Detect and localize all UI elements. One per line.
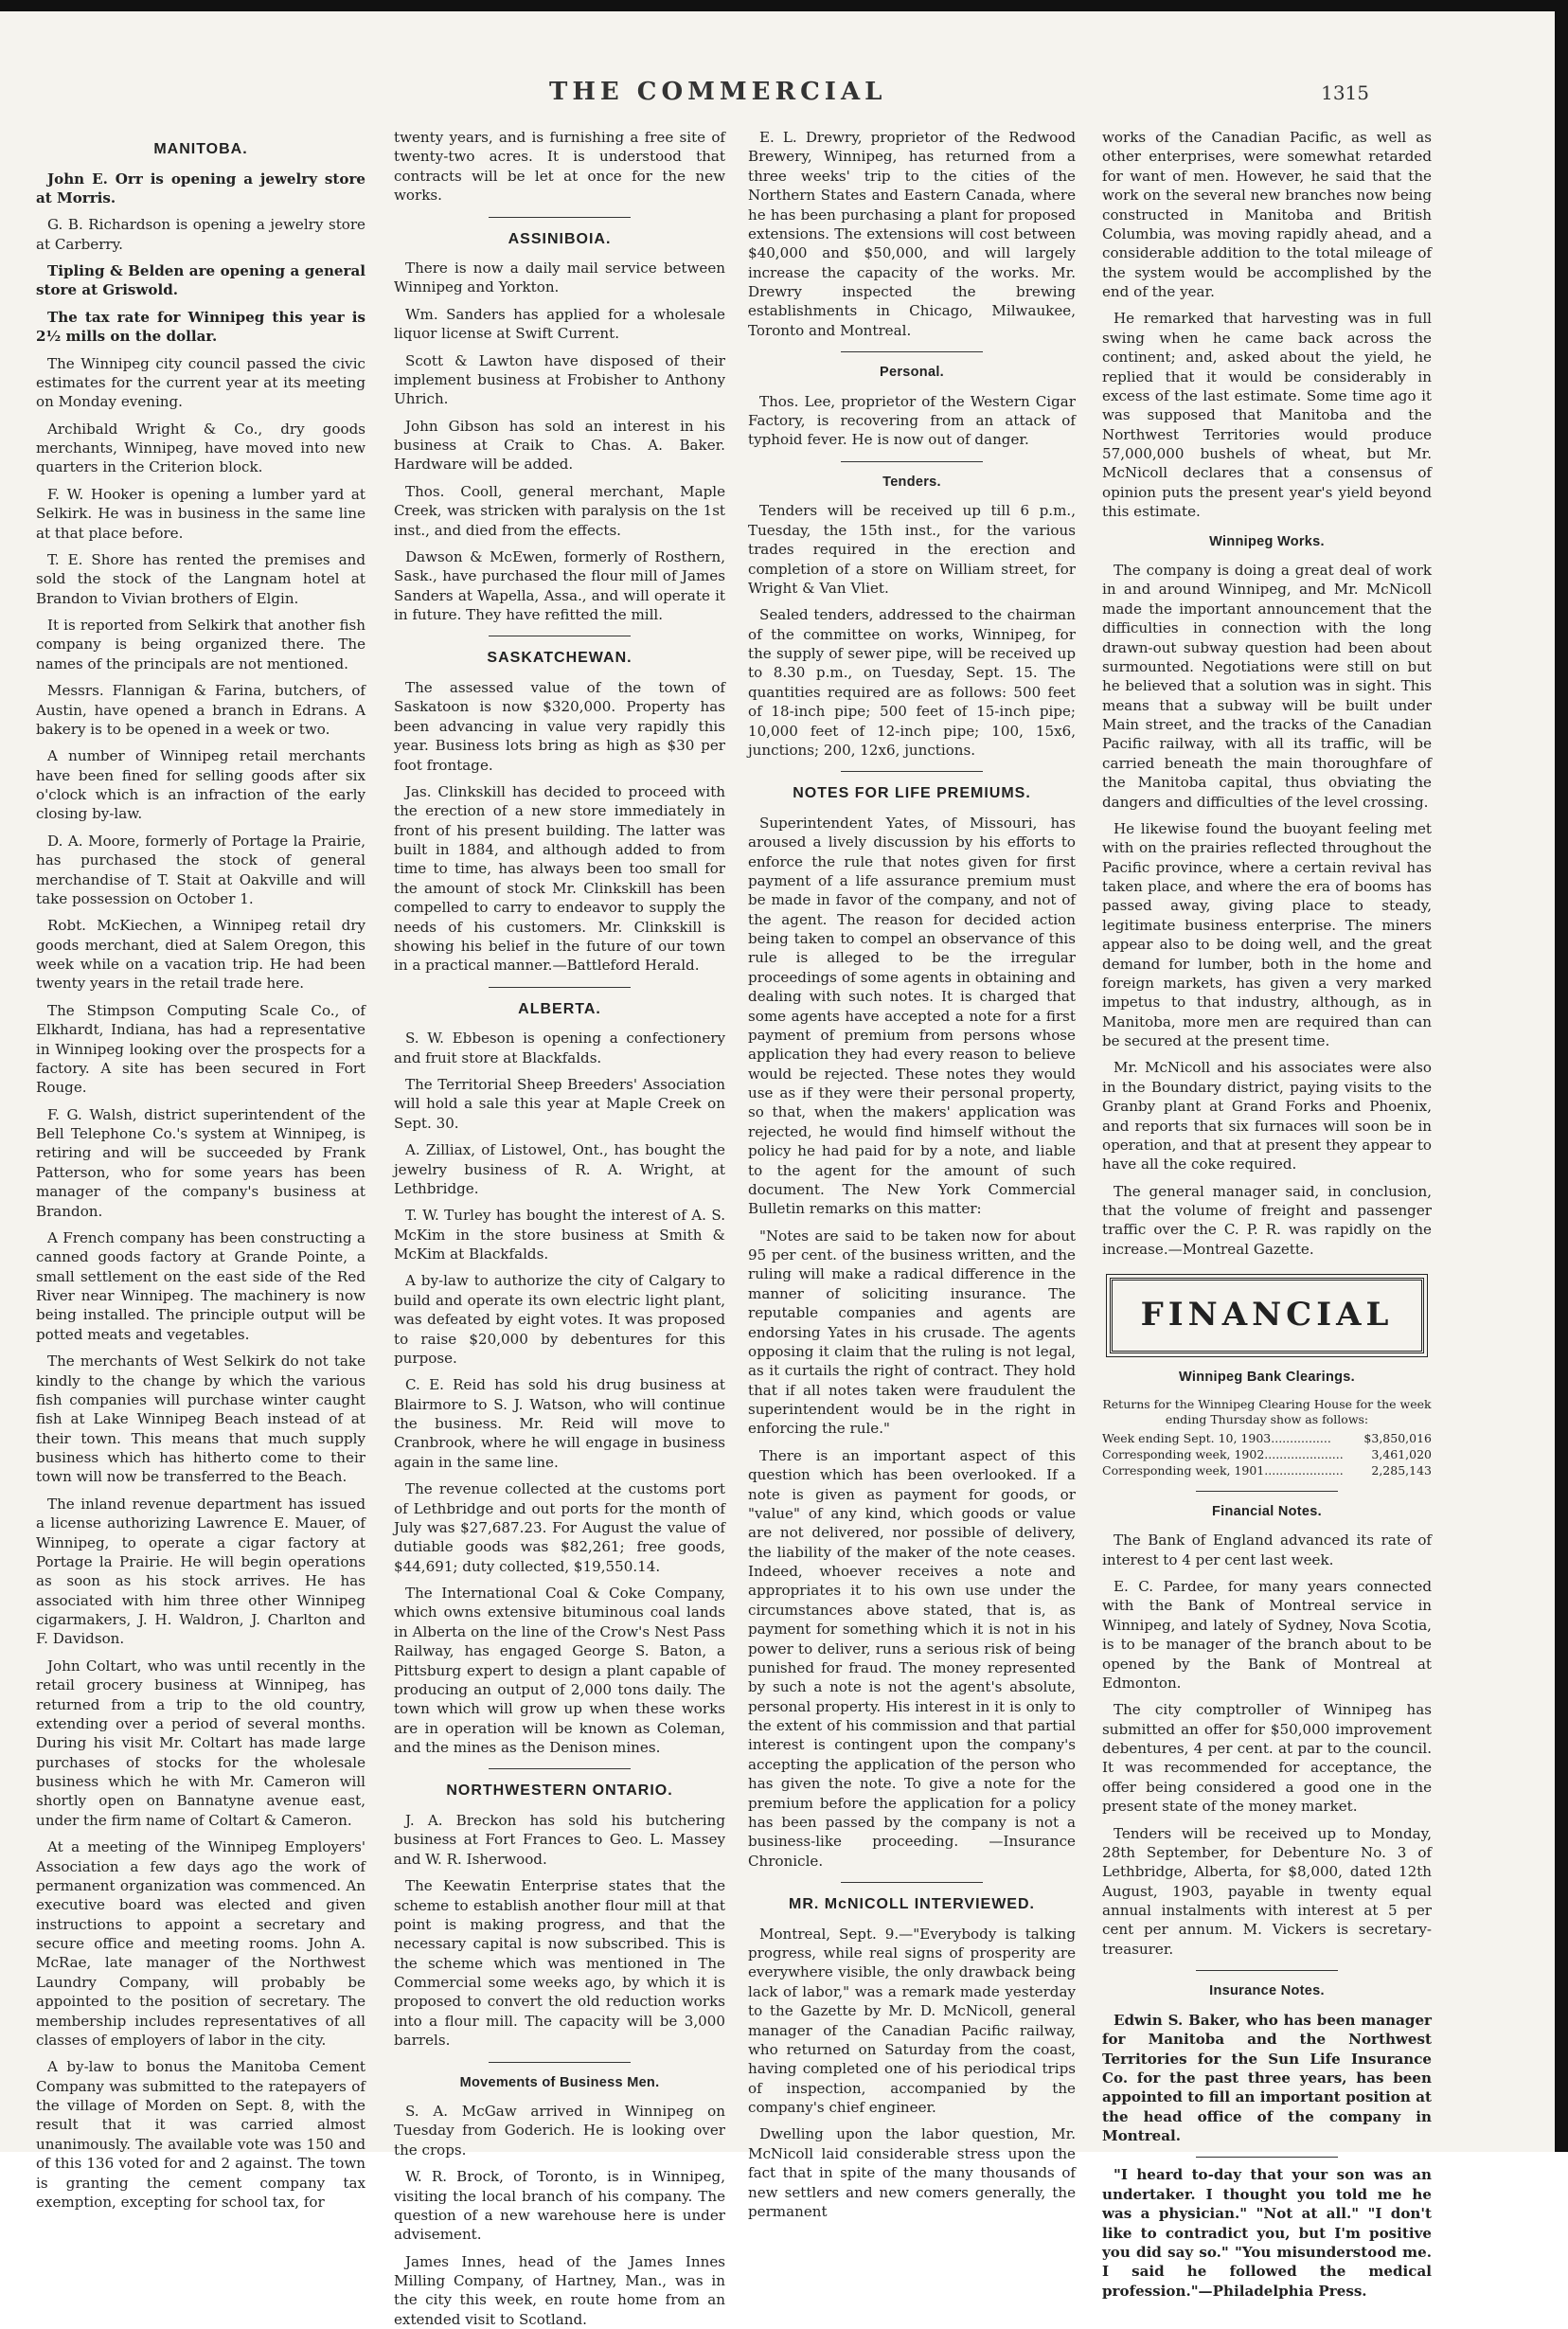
news-item: John E. Orr is opening a jewelry store at Morris. xyxy=(36,170,365,206)
news-item: D. A. Moore, formerly of Portage la Prairie, has purchased the stock of general merchandise of T. Stait at Oakville and will take possession on October 1. xyxy=(36,832,365,907)
news-item: Messrs. Flannigan & Farina, butchers, of Austin, have opened a branch in Edrans. A bakery is to be opened in a week or two. xyxy=(36,682,365,738)
news-item: F. G. Walsh, district superintendent of the Bell Telephone Co.'s system at Winnipeg, is retiring and will be succeeded by Frank Patterson, who for some years has been manager of the company's business at Brandon. xyxy=(36,1105,365,1220)
clearings-amount: 2,285,143 xyxy=(1371,1462,1432,1478)
article-paragraph: Dwelling upon the labor question, Mr. McNicoll laid considerable stress upon the fact that in spite of the many thousands of new settlers and new comers generally, the permanent xyxy=(748,2125,1076,2220)
news-item-continued: twenty years, and is furnishing a free site of twenty-two acres. It is understood that contracts will be let at once for the new works. xyxy=(394,129,725,205)
section-rule xyxy=(489,1768,631,1769)
section-heading-saskatchewan: SASKATCHEWAN. xyxy=(487,650,633,667)
section-heading-assiniboia: ASSINIBOIA. xyxy=(508,230,612,247)
article-paragraph: works of the Canadian Pacific, as well as other enterprises, were somewhat retarded for want of men. However, he said that the work on the several new branches now being constructed in Manitoba and British Columbia, was moving rapidly ahead, and a considerable addition to the total mileage of the system would be accomplished by the end of the year. xyxy=(1102,129,1432,300)
news-item: John Gibson has sold an interest in his business at Craik to Chas. A. Baker. Hardware will be added. xyxy=(394,417,725,474)
news-item: The tax rate for Winnipeg this year is 2½ mills on the dollar. xyxy=(36,308,365,346)
section-rule xyxy=(489,2062,631,2063)
news-item: Jas. Clinkskill has decided to proceed with the erection of a new store immediately in front of his present building. The latter was built in 1884, and although added to from time to time, has always been too small for the amount of stock Mr. Clinkskill has been compelled to carry to endeavor to supply the needs of his customers. Mr. Clinkskill is showing his belief in the future of our town in a practical manner.—Battleford Herald. xyxy=(394,782,725,975)
clearings-label: Corresponding week, 1902..................... xyxy=(1102,1447,1344,1462)
article-paragraph: Montreal, Sept. 9.—"Everybody is talking progress, while real signs of prosperity are everywhere visible, the only drawback being lack of labor," was a remark made yesterday to the Gazette by Mr. D. McNicoll, general manager of the Canadian Pacific railway, who returned on Saturday from the coast, having completed one of his periodical trips of inspection, accompanied by the company's chief engineer. xyxy=(748,1925,1076,2117)
news-item: G. B. Richardson is opening a jewelry store at Carberry. xyxy=(36,216,365,253)
news-item: The International Coal & Coke Company, which owns extensive bituminous coal lands in Alberta on the line of the Crow's Nest Pass Railway, has engaged George S. Baton, a Pittsburg expert to design a plant capable of producing an output of 2,000 tons daily. The town which will grow up when these works are in operation will be known as Coleman, and the mines as the Denison mines. xyxy=(394,1585,725,1757)
section-rule xyxy=(1196,1491,1338,1492)
news-item: Wm. Sanders has applied for a wholesale liquor license at Swift Current. xyxy=(394,305,725,343)
news-item: A by-law to bonus the Manitoba Cement Company was submitted to the ratepayers of the village of Morden on Sept. 8, with the result that it was carried almost unanimously. The available vote was 150 and of this 136 voted for and 2 against. The town is granting the cement company tax exemption, excepting for school tax, for xyxy=(36,2058,365,2211)
news-item: W. R. Brock, of Toronto, is in Winnipeg, visiting the local branch of his company. The question of a new warehouse here is under advisement. xyxy=(394,2168,725,2244)
news-item: T. E. Shore has rented the premises and sold the stock of the Langnam hotel at Brandon to Vivian brothers of Elgin. xyxy=(36,550,365,607)
news-item: Robt. McKiechen, a Winnipeg retail dry goods merchant, died at Salem Oregon, this week while on a vacation trip. He had been twenty years in the retail trade here. xyxy=(36,917,365,993)
filler-joke: "I heard to-day that your son was an undertaker. I thought you told me he was a physician." "Not at all." "I don't like to contradict you, but I'm positive you did say so." "You misunderstood me. I said he followed the medical profession."—Philadelphia Press. xyxy=(1102,2166,1432,2300)
news-item: The Winnipeg city council passed the civic estimates for the current year at its meeting on Monday evening. xyxy=(36,354,365,411)
news-item: John Coltart, who was until recently in the retail grocery business at Winnipeg, has returned from a trip to the old country, extending over a period of several months. During his visit Mr. Coltart has made large purchases of stocks for the wholesale business which he with Mr. Cameron will shortly open on Bannatyne avenue east, under the firm name of Coltart & Cameron. xyxy=(36,1657,365,1829)
article-paragraph: He remarked that harvesting was in full swing when he came back across the continent; and, asked about the yield, he replied that it would be considerably in excess of the last estimate. Some time ago it was supposed that Manitoba and the Northwest Territories would produce 57,000,000 bushels of wheat, but Mr. McNicoll declares that a consensus of opinion puts the present year's yield beyond this estimate. xyxy=(1102,310,1432,521)
column-3 xyxy=(748,128,1076,2220)
section-rule xyxy=(489,217,631,218)
section-rule xyxy=(841,461,983,462)
news-item: E. L. Drewry, proprietor of the Redwood Brewery, Winnipeg, has returned from a three weeks' trip to the cities of the Northern States and Eastern Canada, where he has been purchasing a plant for proposed extensions. The extensions will cost between $40,000 and $50,000, and will largely increase the capacity of the works. Mr. Drewry inspected the brewing establishments in Chicago, Milwaukee, Toronto and Montreal. xyxy=(748,129,1076,339)
section-heading-bank-clearings: Winnipeg Bank Clearings. xyxy=(1179,1370,1355,1386)
table-row xyxy=(1102,1463,1432,1479)
financial-banner: FINANCIAL xyxy=(1110,1278,1424,1353)
news-item: The Bank of England advanced its rate of interest to 4 per cent last week. xyxy=(1102,1532,1432,1568)
news-item: The Keewatin Enterprise states that the scheme to establish another flour mill at that point is making progress, and that the necessary capital is now subscribed. This is the scheme which was mentioned in The Commercial some weeks ago, by which it is proposed to convert the old reduction works into a flour mill. The capacity will be 3,000 barrels. xyxy=(394,1877,725,2050)
section-heading-northwestern-ontario: NORTHWESTERN ONTARIO. xyxy=(446,1783,673,1800)
clearings-intro: Returns for the Winnipeg Clearing House for the week ending Thursday show as follows: xyxy=(1102,1396,1432,1426)
news-item: Edwin S. Baker, who has been manager for Manitoba and the Northwest Territories for the Sun Life Insurance Co. for the past three years, has been appointed to fill an important position at the head office of the company in Montreal. xyxy=(1102,2011,1432,2145)
news-item: A number of Winnipeg retail merchants have been fined for selling goods after six o'clock which is an infraction of the early closing by-law. xyxy=(36,747,365,823)
clearings-amount: $3,850,016 xyxy=(1363,1431,1432,1446)
news-item: A French company has been constructing a canned goods factory at Grande Pointe, a small settlement on the east side of the Red River near Winnipeg. The machinery is now being installed. The principle output will be potted meats and vegetables. xyxy=(36,1228,365,1343)
news-item: S. W. Ebbeson is opening a confectionery and fruit store at Blackfalds. xyxy=(394,1030,725,1066)
news-item: Thos. Lee, proprietor of the Western Cigar Factory, is recovering from an attack of typhoid fever. He is now out of danger. xyxy=(748,392,1076,449)
table-row xyxy=(1102,1447,1432,1463)
page-number: 1315 xyxy=(1321,81,1369,104)
news-item: Tenders will be received up to Monday, 28th September, for Debenture No. 3 of Lethbridge, Alberta, for $8,000, dated 12th August, 1903, payable in twenty equal annual instalments with interest at 5 per cent per annum. M. Vickers is secretary-treasurer. xyxy=(1102,1824,1432,1958)
news-item: At a meeting of the Winnipeg Employers' Association a few days ago the work of permanent organization was commenced. An executive board was elected and given instructions to appoint a secretary and secure office and meeting rooms. John A. McRae, late manager of the Northwest Laundry Company, will probably be appointed to the position of secretary. The membership includes representatives of all classes of employers of labor in the city. xyxy=(36,1838,365,2049)
article-paragraph: There is an important aspect of this question which has been overlooked. If a note is given as payment for goods, or "value" of any kind, which goods or value are not delivered, nor possible of delivery, the liability of the maker of the note ceases. Indeed, whoever receives a note and appropriates it to his own use under the circumstances above stated, that is, as payment for something which it is not in his power to deliver, runs a serious risk of being punished for fraud. The money represented by such a note is not the agent's absolute, personal property. His interest in it is only to the extent of his commission and that partial interest is contingent upon the company's accepting the application of the person who has given the note. To give a note for the premium before the application for a policy has been passed by the company is not a business-like proceeding. —Insurance Chronicle. xyxy=(748,1446,1076,1870)
section-rule xyxy=(841,1882,983,1883)
section-heading-movements: Movements of Business Men. xyxy=(459,2074,660,2090)
column-4 xyxy=(1102,128,1432,2300)
section-rule xyxy=(1196,2157,1338,2158)
section-heading-manitoba: MANITOBA. xyxy=(153,141,248,157)
scan-border-top xyxy=(0,0,1568,11)
news-item: Sealed tenders, addressed to the chairman of the committee on works, Winnipeg, for the supply of sewer pipe, will be received up to 8.30 p.m., on Tuesday, Sept. 15. The quantities required are as follows: 500 feet of 18-inch pipe; 500 feet of 15-inch pipe; 10,000 feet of 12-inch pipe; 100, 15x6, junctions; 200, 12x6, junctions. xyxy=(748,606,1076,759)
news-item: F. W. Hooker is opening a lumber yard at Selkirk. He was in business in the same line at that place before. xyxy=(36,485,365,542)
section-heading-financial-notes: Financial Notes. xyxy=(1212,1503,1322,1519)
masthead: THE COMMERCIAL xyxy=(549,78,887,106)
news-item: J. A. Breckon has sold his butchering business at Fort Frances to Geo. L. Massey and W. R. Isherwood. xyxy=(394,1812,725,1868)
section-rule xyxy=(489,987,631,988)
news-item: A. Zilliax, of Listowel, Ont., has bought the jewelry business of R. A. Wright, at Lethbridge. xyxy=(394,1141,725,1197)
news-item: C. E. Reid has sold his drug business at Blairmore to S. J. Watson, who will continue the business. Mr. Reid will move to Cranbrook, where he will engage in business again in the same line. xyxy=(394,1376,725,1471)
news-item: Dawson & McEwen, formerly of Rosthern, Sask., have purchased the flour mill of James Sanders at Wapella, Assa., and will operate it in future. They have refitted the mill. xyxy=(394,547,725,624)
news-item: The assessed value of the town of Saskatoon is now $320,000. Property has been advancing in value very rapidly this year. Business lots bring as high as $30 per foot frontage. xyxy=(394,679,725,774)
section-rule xyxy=(1196,1970,1338,1971)
section-heading-tenders: Tenders. xyxy=(882,474,941,490)
article-paragraph: The general manager said, in conclusion, that the volume of freight and passenger traffic over the C. P. R. was rapidly on the increase.—Montreal Gazette. xyxy=(1102,1182,1432,1258)
section-rule xyxy=(841,771,983,772)
subheading-winnipeg-works: Winnipeg Works. xyxy=(1209,533,1325,549)
section-heading-alberta: ALBERTA. xyxy=(518,1000,601,1017)
news-item: The Territorial Sheep Breeders' Association will hold a sale this year at Maple Creek on Sept. 30. xyxy=(394,1076,725,1132)
article-paragraph: He likewise found the buoyant feeling met with on the prairies reflected throughout the Pacific province, where a certain revival has taken place, and where the era of booms has passed away, giving place to steady, legitimate business enterprise. The miners appear also to be doing well, and the great demand for lumber, both in the home and foreign markets, has given a very marked impetus to that industry, although, as in Manitoba, more men are required than can be secured at the present time. xyxy=(1102,819,1432,1050)
news-item: S. A. McGaw arrived in Winnipeg on Tuesday from Goderich. He is looking over the crops. xyxy=(394,2103,725,2159)
news-item: Thos. Cooll, general merchant, Maple Creek, was stricken with paralysis on the 1st inst., and died from the effects. xyxy=(394,482,725,539)
news-item: T. W. Turley has bought the interest of A. S. McKim in the store business at Smith & McKim at Blackfalds. xyxy=(394,1207,725,1263)
news-item: It is reported from Selkirk that another fish company is being organized there. The names of the principals are not mentioned. xyxy=(36,617,365,672)
news-item: E. C. Pardee, for many years connected with the Bank of Montreal service in Winnipeg, and lately of Sydney, Nova Scotia, is to be manager of the branch about to be opened by the Bank of Montreal at Edmonton. xyxy=(1102,1578,1432,1692)
table-row xyxy=(1102,1431,1432,1447)
news-item: Scott & Lawton have disposed of their implement business at Frobisher to Anthony Uhrich. xyxy=(394,351,725,408)
news-item: The revenue collected at the customs port of Lethbridge and out ports for the month of July was $27,687.23. For August the value of dutiable goods was $82,261; free goods, $44,691; duty collected, $19,550.14. xyxy=(394,1480,725,1575)
clearings-label: Corresponding week, 1901..................... xyxy=(1102,1462,1344,1478)
news-item: The city comptroller of Winnipeg has submitted an offer for $50,000 improvement debentures, 4 per cent. at par to the council. It was recommended for acceptance, the offer being considered a good one in the present state of the money market. xyxy=(1102,1701,1432,1816)
article-paragraph: The company is doing a great deal of work in and around Winnipeg, and Mr. McNicoll made the important announcement that the difficulties in connection with the long drawn-out subway question had been about surmounted. Negotiations were still on but he believed that a solution was in sight. This means that a subway will be built under Main street, and the tracks of the Canadian Pacific railway, with all its traffic, will be carried beneath the main thoroughfare of the Manitoba capital, thus obviating the dangers and difficulties of the level crossing. xyxy=(1102,562,1432,811)
news-item: A by-law to authorize the city of Calgary to build and operate its own electric light plant, was defeated by eight votes. It was proposed to raise $20,000 by debentures for this purpose. xyxy=(394,1272,725,1367)
news-item: Tipling & Belden are opening a general store at Griswold. xyxy=(36,262,365,299)
article-paragraph: Mr. McNicoll and his associates were also in the Boundary district, paying visits to the Granby plant at Grand Forks and Phoenix, and reports that six furnaces will soon be in operation, and that at present they appear to have all the coke required. xyxy=(1102,1059,1432,1173)
column-1 xyxy=(36,128,365,2211)
news-item: James Innes, head of the James Innes Milling Company, of Hartney, Man., was in the city this week, en route home from an extended visit to Scotland. xyxy=(394,2252,725,2328)
section-heading-insurance-notes: Insurance Notes. xyxy=(1209,1983,1325,1999)
clearings-amount: 3,461,020 xyxy=(1371,1447,1432,1462)
section-heading-life-premiums: NOTES FOR LIFE PREMIUMS. xyxy=(793,785,1031,802)
news-item: Tenders will be received up till 6 p.m., Tuesday, the 15th inst., for the various trades required in the erection and completion of a store on William street, for Wright & Van Vliet. xyxy=(748,502,1076,597)
clearings-label: Week ending Sept. 10, 1903................ xyxy=(1102,1431,1331,1446)
scan-border-right xyxy=(1555,0,1568,2152)
article-paragraph: Superintendent Yates, of Missouri, has aroused a lively discussion by his efforts to enforce the rule that notes given for first payment of a life assurance premium must be made in favor of the company, and not of the agent. The reason for decided action being taken to compel an observance of this rule is alleged to be the irregular proceedings of some agents in obtaining and dealing with such notes. It is charged that some agents have accepted a note for a first payment of premium from persons whose application they had every reason to believe would be rejected. These notes they would use as if they were their personal property, so that, when the makers' application was rejected, he would find himself without the policy he had paid for by a note, and liable to the agent for the amount of such document. The New York Commercial Bulletin remarks on this matter: xyxy=(748,814,1076,1218)
clearings-table xyxy=(1102,1431,1432,1479)
news-item: The merchants of West Selkirk do not take kindly to the change by which the various fish companies will purchase winter caught fish at Lake Winnipeg Beach instead of at their town. This means that much supply business which has hitherto come to their town will now be transferred to the Beach. xyxy=(36,1353,365,1486)
column-2 xyxy=(394,128,725,2328)
news-item: There is now a daily mail service between Winnipeg and Yorkton. xyxy=(394,260,725,296)
section-heading-mcnicoll: MR. McNICOLL INTERVIEWED. xyxy=(789,1896,1035,1913)
news-item: The inland revenue department has issued a license authorizing Lawrence E. Mauer, of Winnipeg, to operate a cigar factory at Portage la Prairie. He will begin operations as soon as his stock arrives. He has associated with him three other Winnipeg cigarmakers, J. H. Waldron, J. Charlton and F. Davidson. xyxy=(36,1495,365,1648)
article-paragraph: "Notes are said to be taken now for about 95 per cent. of the business written, and the ruling will make a radical difference in the manner of soliciting insurance. The reputable companies and agents are endorsing Yates in his crusade. The agents opposing it claim that the ruling is not legal, as it curtails the right of contract. They hold that if all notes taken were fraudulent the superintendent would be in the right in enforcing the rule." xyxy=(748,1227,1076,1438)
news-item: The Stimpson Computing Scale Co., of Elkhardt, Indiana, has had a representative in Winnipeg looking over the prospects for a factory. A site has been secured in Fort Rouge. xyxy=(36,1001,365,1097)
running-head xyxy=(549,78,1369,116)
section-rule xyxy=(841,351,983,352)
section-heading-personal: Personal. xyxy=(880,365,944,381)
news-item: Archibald Wright & Co., dry goods merchants, Winnipeg, have moved into new quarters in the Criterion block. xyxy=(36,420,365,476)
